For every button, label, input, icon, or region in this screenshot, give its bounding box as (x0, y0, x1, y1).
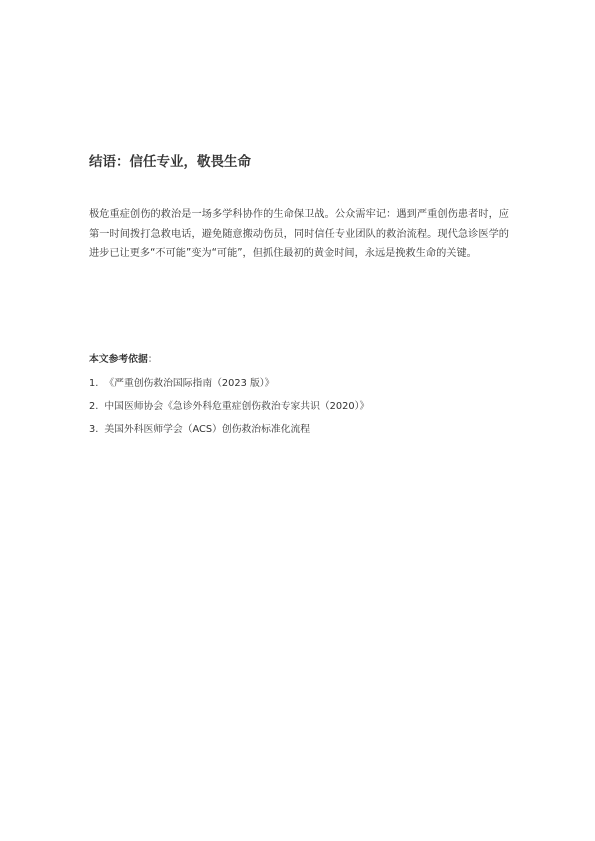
reference-text: 中国医师协会《急诊外科危重症创伤救治专家共识（2020）》 (104, 401, 370, 412)
references-title-text: 本文参考依据 (89, 354, 148, 365)
conclusion-paragraph: 极危重症创伤的救治是一场多学科协作的生命保卫战。公众需牢记：遇到严重创伤患者时，应第一时间拨打急救电话，避免随意搬动伤员，同时信任专业团队的救治流程。现代急诊医学的进步已让更多“不可能”变为“可能”，但抓住最初的黄金时间，永远是挽救生命的关键。 (89, 209, 509, 259)
reference-number: 1. (89, 378, 99, 389)
reference-text: 美国外科医师学会（ACS）创伤救治标准化流程 (104, 424, 311, 435)
reference-number: 2. (89, 401, 99, 412)
references-title-colon: ： (147, 354, 158, 365)
section-heading: 结语：信任专业，敬畏生命 (89, 154, 251, 170)
reference-item (89, 372, 519, 395)
reference-item (89, 418, 519, 441)
references-title (89, 350, 519, 370)
reference-list (89, 372, 519, 441)
references-section (89, 350, 519, 441)
reference-item (89, 395, 519, 418)
reference-text: 《严重创伤救治国际指南（2023 版）》 (104, 378, 275, 389)
reference-number: 3. (89, 424, 99, 435)
